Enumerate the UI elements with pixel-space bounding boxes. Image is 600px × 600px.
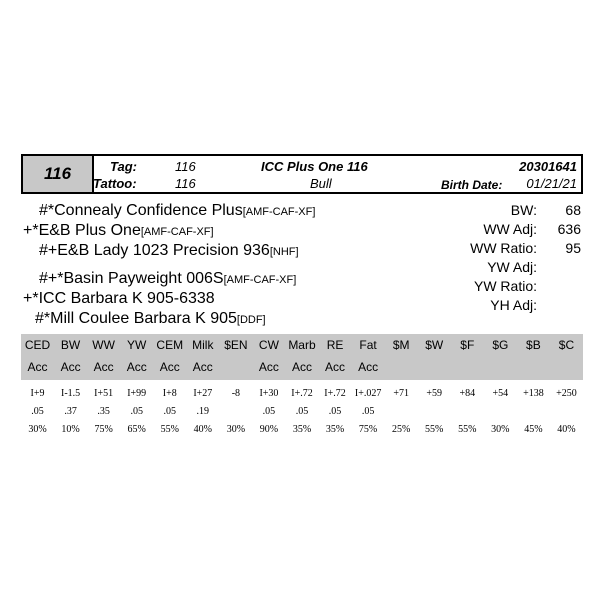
epd-table [21, 334, 583, 434]
epd-percentile-cem: 55% [160, 424, 179, 435]
epd-accuracy-re: .05 [328, 406, 342, 417]
epd-accuracy-cw: .05 [262, 406, 276, 417]
epd-percentile-cw: 90% [259, 424, 279, 435]
epd-percentile-c: 40% [557, 424, 576, 435]
epd-value-fat: I+.027 [354, 388, 382, 399]
epd-column-header-b: $B [526, 338, 541, 352]
bw-value: 68 [565, 202, 581, 218]
animal-sex: Bull [310, 176, 332, 191]
epd-column-header-cw: CW [258, 338, 279, 352]
epd-acc-header-fat: Acc [358, 360, 379, 374]
tattoo-label: Tattoo: [93, 176, 137, 191]
lot-card [21, 154, 583, 434]
epd-accuracy-ced: .05 [31, 406, 44, 417]
epd-column-header-fat: Fat [359, 338, 377, 352]
epd-value-ww: I+51 [94, 388, 114, 399]
epd-column-header-m: $M [392, 338, 410, 352]
epd-accuracy-yw: .05 [130, 406, 143, 417]
epd-value-milk: I+27 [193, 388, 213, 399]
epd-value-f: +84 [459, 388, 476, 399]
epd-column-header-w: $W [425, 338, 444, 352]
birth-date: 01/21/21 [526, 176, 577, 191]
epd-percentile-yw: 65% [127, 424, 146, 435]
epd-value-cem: I+8 [162, 388, 177, 399]
registry-tag: [NHF] [269, 246, 299, 258]
ww-adj-value: 636 [557, 221, 581, 237]
lot-header [21, 154, 583, 194]
epd-value-c: +250 [556, 388, 577, 399]
bw-label: BW: [510, 202, 537, 218]
pedigree-dam-dam [35, 310, 266, 328]
epd-value-marb: I+.72 [291, 388, 313, 399]
epd-column-header-milk: Milk [192, 338, 214, 352]
epd-column-header-cem: CEM [156, 338, 184, 352]
tag-value: 116 [175, 159, 196, 174]
epd-acc-header-milk: Acc [192, 360, 213, 374]
pedigree-name: +*E&B Plus One [23, 222, 141, 239]
epd-acc-header-bw: Acc [60, 360, 81, 374]
epd-percentile-f: 55% [458, 424, 477, 435]
epd-percentile-b: 45% [524, 424, 543, 435]
ww-ratio-value: 95 [565, 240, 581, 256]
epd-percentile-en: 30% [226, 424, 246, 435]
pedigree-name: #+*Basin Payweight 006S [39, 270, 224, 287]
pedigree-sire [23, 222, 214, 240]
epd-value-m: +71 [393, 388, 409, 399]
epd-percentile-marb: 35% [292, 424, 312, 435]
registry-tag: [AMF-CAF-XF] [223, 274, 297, 286]
epd-column-header-yw: YW [127, 338, 147, 352]
lot-number: 116 [23, 156, 94, 192]
pedigree-dam [23, 290, 215, 308]
epd-value-en: -8 [231, 388, 241, 399]
animal-name: ICC Plus One 116 [261, 159, 368, 174]
epd-value-cw: I+30 [259, 388, 279, 399]
epd-percentile-re: 35% [325, 424, 345, 435]
registry-tag: [AMF-CAF-XF] [140, 226, 214, 238]
pedigree-name: #*Connealy Confidence Plus [39, 202, 243, 219]
registration-number: 20301641 [519, 159, 577, 174]
ww-ratio-label: WW Ratio: [470, 240, 537, 256]
yh-adj-label: YH Adj: [490, 297, 537, 313]
epd-column-header-f: $F [460, 338, 475, 352]
yw-adj-label: YW Adj: [487, 259, 537, 275]
epd-acc-header-yw: Acc [126, 360, 147, 374]
epd-value-re: I+.72 [324, 388, 346, 399]
epd-column-header-bw: BW [60, 338, 81, 352]
epd-column-header-c: $C [558, 338, 575, 352]
epd-percentile-g: 30% [491, 424, 510, 435]
epd-column-header-marb: Marb [288, 338, 316, 352]
epd-accuracy-marb: .05 [295, 406, 309, 417]
epd-value-bw: I-1.5 [60, 388, 81, 399]
epd-column-header-re: RE [326, 338, 344, 352]
epd-acc-header-ced: Acc [27, 360, 48, 374]
epd-percentile-w: 55% [425, 424, 444, 435]
epd-percentile-ced: 30% [28, 424, 47, 435]
epd-value-ced: I+9 [30, 388, 45, 399]
epd-accuracy-bw: .37 [64, 406, 77, 417]
pedigree-sire-dam [39, 242, 299, 260]
pedigree-name: +*ICC Barbara K 905-6338 [23, 290, 215, 307]
registry-tag: [DDF] [236, 314, 266, 326]
epd-acc-header-re: Acc [325, 360, 346, 374]
epd-value-g: +54 [492, 388, 509, 399]
ww-adj-label: WW Adj: [483, 221, 537, 237]
epd-accuracy-milk: .19 [196, 406, 210, 417]
pedigree-section [21, 194, 583, 334]
epd-column-header-en: $EN [224, 338, 248, 352]
epd-acc-header-cw: Acc [258, 360, 279, 374]
epd-value-w: +59 [426, 388, 443, 399]
tattoo-value: 116 [175, 176, 196, 191]
epd-accuracy-ww: .35 [97, 406, 110, 417]
epd-value-b: +138 [523, 388, 544, 399]
epd-accuracy-fat: .05 [361, 406, 375, 417]
epd-acc-header-marb: Acc [291, 360, 312, 374]
pedigree-dam-sire [39, 270, 296, 288]
epd-acc-header-ww: Acc [93, 360, 114, 374]
pedigree-sire-sire [39, 202, 315, 220]
epd-column-header-g: $G [492, 338, 509, 352]
epd-value-yw: I+99 [127, 388, 147, 399]
epd-percentile-milk: 40% [193, 424, 212, 435]
pedigree-name: #+E&B Lady 1023 Precision 936 [39, 242, 270, 259]
pedigree-name: #*Mill Coulee Barbara K 905 [35, 310, 237, 327]
epd-percentile-bw: 10% [61, 424, 80, 435]
epd-percentile-fat: 75% [358, 424, 378, 435]
tag-label: Tag: [110, 159, 137, 174]
epd-column-header-ww: WW [92, 338, 115, 352]
epd-accuracy-cem: .05 [163, 406, 176, 417]
epd-percentile-ww: 75% [94, 424, 113, 435]
yw-ratio-label: YW Ratio: [473, 278, 537, 294]
registry-tag: [AMF-CAF-XF] [242, 206, 316, 218]
epd-percentile-m: 25% [391, 424, 411, 435]
birth-date-label: Birth Date: [441, 178, 503, 192]
epd-acc-header-cem: Acc [159, 360, 180, 374]
epd-column-header-ced: CED [24, 338, 51, 352]
